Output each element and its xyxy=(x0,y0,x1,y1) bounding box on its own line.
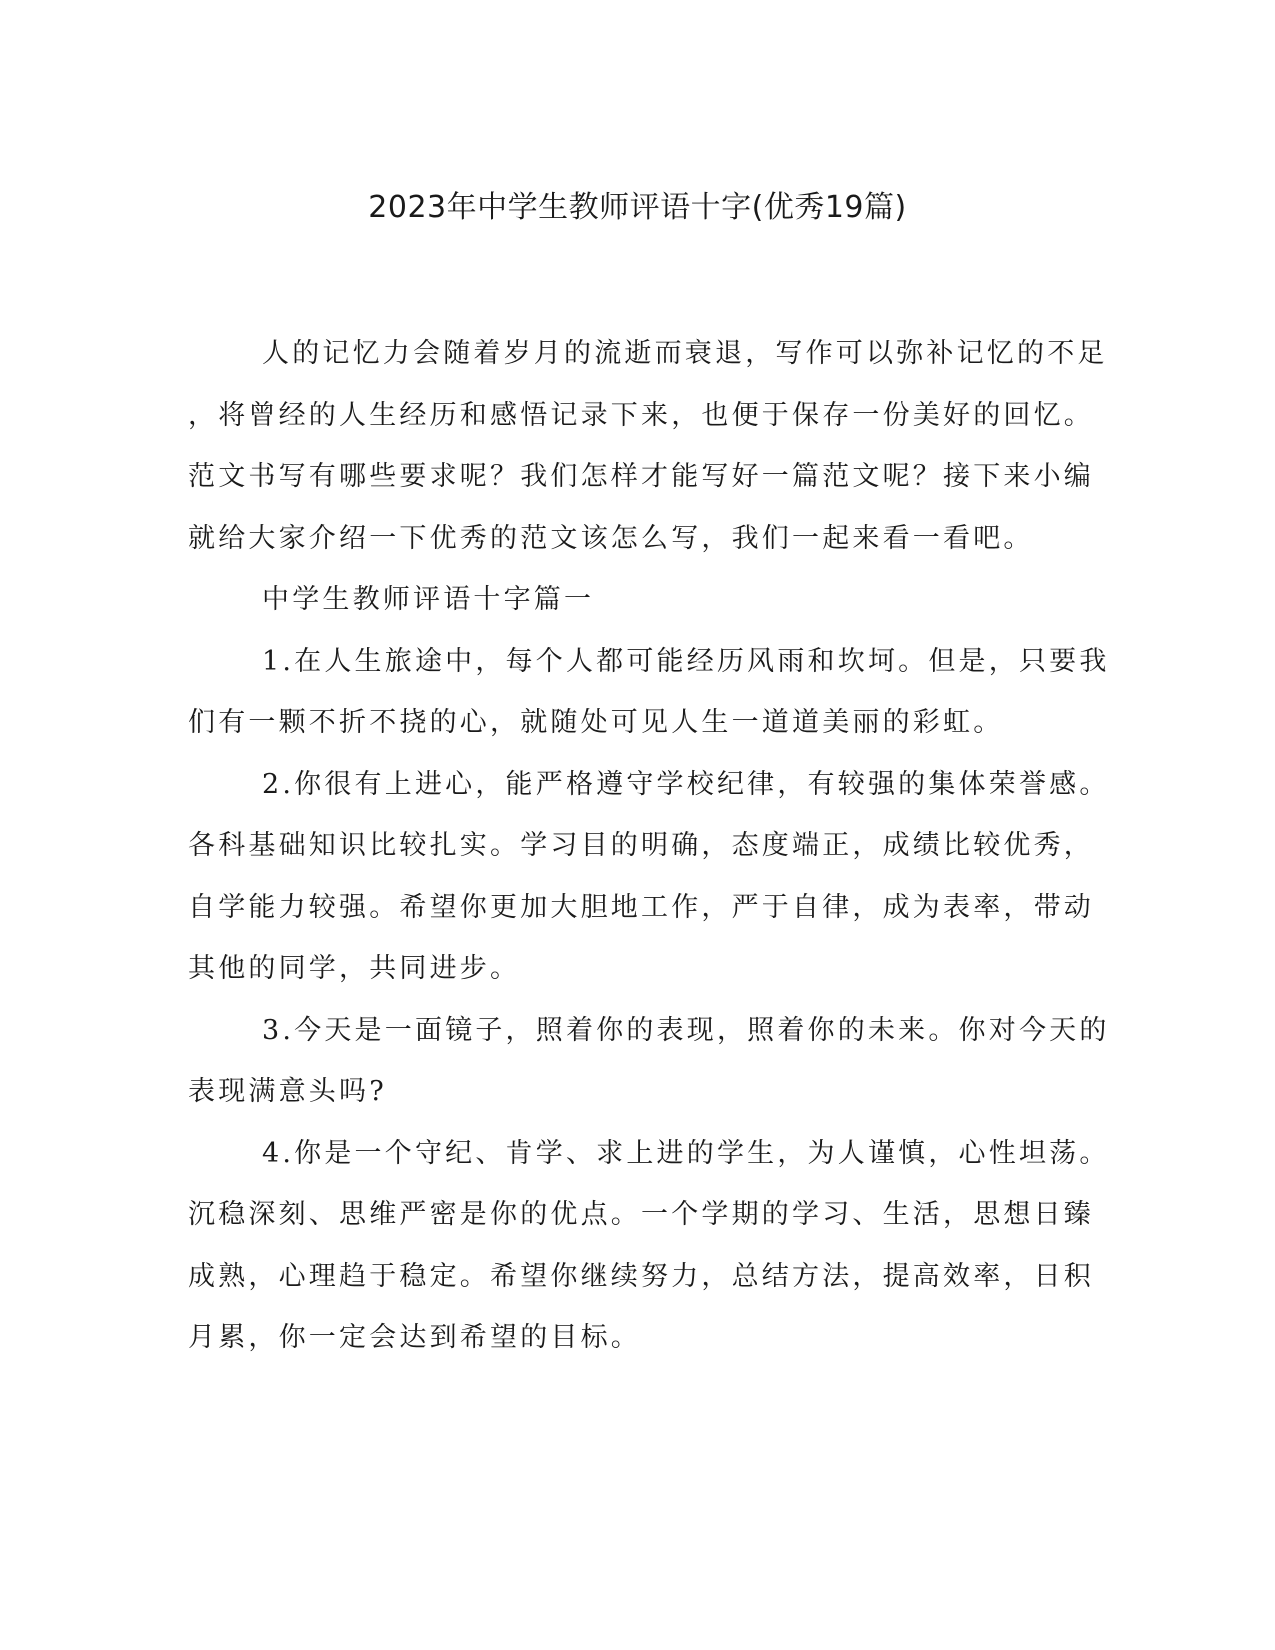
text-line: 其他的同学，共同进步。 xyxy=(188,953,521,984)
text-line: 3.今天是一面镜子，照着你的表现，照着你的未来。你对今天的 xyxy=(262,1014,1110,1046)
text-line: 表现满意头吗? xyxy=(188,1076,387,1107)
paragraph-intro xyxy=(188,323,1108,569)
paragraph-item-3 xyxy=(188,1000,1110,1123)
text-line: 月累，你一定会达到希望的目标。 xyxy=(188,1322,641,1353)
document-title: 2023年中学生教师评语十字(优秀19篇) xyxy=(368,190,907,225)
text-line: 1.在人生旅途中，每个人都可能经历风雨和坎坷。但是，只要我 xyxy=(262,645,1110,677)
document-body xyxy=(188,323,1110,1369)
text-line: 4.你是一个守纪、肯学、求上进的学生，为人谨慎，心性坦荡。 xyxy=(262,1137,1110,1169)
text-line: 各科基础知识比较扎实。学习目的明确，态度端正，成绩比较优秀， xyxy=(188,830,1094,861)
text-line: ，将曾经的人生经历和感悟记录下来，也便于保存一份美好的回忆。 xyxy=(188,399,1094,431)
text-line: 就给大家介绍一下优秀的范文该怎么写，我们一起来看一看吧。 xyxy=(188,522,1034,554)
paragraph-item-4 xyxy=(188,1123,1110,1369)
text-line: 自学能力较强。希望你更加大胆地工作，严于自律，成为表率，带动 xyxy=(188,891,1094,923)
text-line: 范文书写有哪些要求呢？我们怎样才能写好一篇范文呢？接下来小编 xyxy=(188,461,1094,492)
text-line: 中学生教师评语十字篇一 xyxy=(262,584,595,615)
text-line: 人的记忆力会随着岁月的流逝而衰退，写作可以弥补记忆的不足 xyxy=(262,338,1108,369)
paragraph-item-1 xyxy=(188,631,1110,754)
paragraph-item-2 xyxy=(188,754,1110,1000)
text-line: 2.你很有上进心，能严格遵守学校纪律，有较强的集体荣誉感。 xyxy=(262,768,1110,800)
text-line: 们有一颗不折不挠的心，就随处可见人生一道道美丽的彩虹。 xyxy=(188,707,1004,738)
text-line: 沉稳深刻、思维严密是你的优点。一个学期的学习、生活，思想日臻 xyxy=(188,1199,1094,1230)
section-heading xyxy=(188,569,1078,631)
text-line: 成熟，心理趋于稳定。希望你继续努力，总结方法，提高效率，日积 xyxy=(188,1260,1094,1292)
